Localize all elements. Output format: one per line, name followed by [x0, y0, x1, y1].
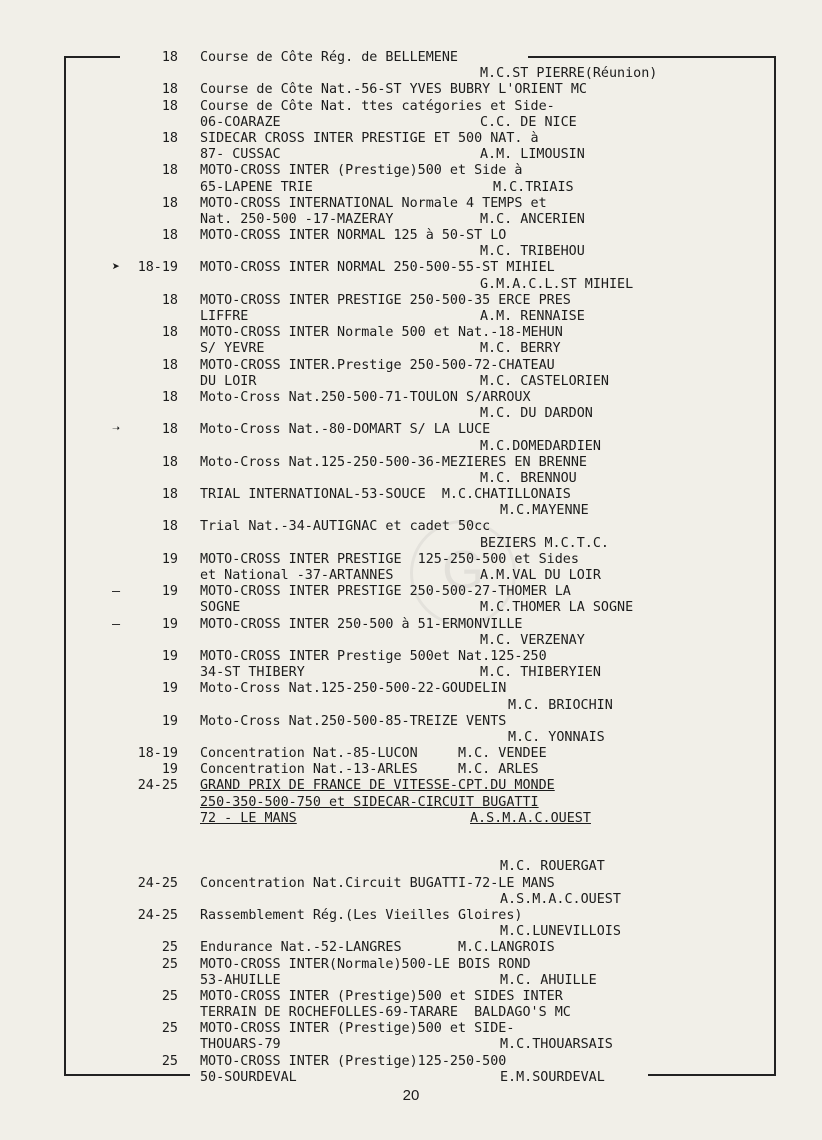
entry-title: MOTO-CROSS INTER PRESTIGE 250-500-35 ERCE PRES — [200, 292, 571, 308]
entry-line — [0, 714, 822, 730]
entry-date: 18 — [161, 82, 178, 98]
entry-line — [0, 180, 822, 196]
entry-date: 19 — [161, 616, 178, 632]
margin-mark: – — [112, 616, 121, 632]
entry-date: 18 — [161, 325, 178, 341]
entry-location: TERRAIN DE ROCHEFOLLES-69-TARARE BALDAGO'S MC — [200, 1005, 571, 1021]
entry-date: 18-19 — [137, 746, 178, 762]
entry-title: Moto-Cross Nat.250-500-71-TOULON S/ARROUX — [200, 389, 531, 405]
entry-line — [0, 989, 822, 1005]
entry-date: 25 — [161, 956, 178, 972]
entry-line — [0, 552, 822, 568]
entry-organizer: E.M.SOURDEVAL — [500, 1069, 605, 1085]
entry-title: MOTO-CROSS INTER 250-500 à 51-ERMONVILLE — [200, 616, 523, 632]
entry-date: 18 — [161, 130, 178, 146]
entry-title: Course de Côte Nat. ttes catégories et Side- — [200, 98, 555, 114]
entry-date: 19 — [161, 762, 178, 778]
entry-date: 24-25 — [137, 778, 178, 794]
entry-organizer: M.C. BRENNOU — [480, 470, 577, 486]
entry-title: Moto-Cross Nat.250-500-85-TREIZE VENTS — [200, 713, 507, 729]
entry-title: Trial Nat.-34-AUTIGNAC et cadet 50cc — [200, 519, 491, 535]
entry-title: MOTO-CROSS INTER (Prestige)500 et Side à — [200, 163, 523, 179]
entry-title: MOTO-CROSS INTER Prestige 500et Nat.125-250 — [200, 648, 547, 664]
entry-line — [0, 422, 822, 438]
entry-line — [0, 82, 822, 98]
entry-line — [0, 309, 822, 325]
entry-line — [0, 147, 822, 163]
entry-date: 18 — [161, 519, 178, 535]
gp-title: GRAND PRIX DE FRANCE DE VITESSE-CPT.DU MONDE — [200, 778, 555, 794]
margin-mark: – — [112, 584, 121, 600]
entry-title: TRIAL INTERNATIONAL-53-SOUCE M.C.CHATILLONAIS — [200, 487, 571, 503]
entry-organizer: A.M. LIMOUSIN — [480, 147, 585, 163]
entry-line — [0, 892, 822, 908]
entry-title: Endurance Nat.-52-LANGRES M.C.LANGROIS — [200, 940, 555, 956]
entry-line — [0, 358, 822, 374]
event-calendar-list — [0, 50, 822, 1086]
entry-date: 18 — [161, 389, 178, 405]
entry-line — [0, 795, 822, 811]
entry-location: Nat. 250-500 -17-MAZERAY — [200, 211, 394, 227]
entry-date: 19 — [161, 681, 178, 697]
entry-organizer: M.C. BRIOCHIN — [508, 697, 613, 713]
entry-organizer: A.S.M.A.C.OUEST — [500, 891, 621, 907]
entry-line — [0, 1054, 822, 1070]
entry-title: MOTO-CROSS INTER (Prestige)500 et SIDE- — [200, 1021, 515, 1037]
entry-line — [0, 827, 822, 859]
entry-line — [0, 940, 822, 956]
entry-organizer: M.C.LUNEVILLOIS — [500, 924, 621, 940]
entry-line — [0, 293, 822, 309]
entry-title: Course de Côte Nat.-56-ST YVES BUBRY L'ORIENT MC — [200, 82, 587, 98]
entry-organizer: M.C.MAYENNE — [500, 503, 589, 519]
entry-organizer: M.C. AHUILLE — [500, 972, 597, 988]
entry-line — [0, 50, 822, 66]
entry-title: Course de Côte Rég. de BELLEMENE — [200, 50, 458, 65]
entry-date: 18 — [161, 50, 178, 65]
entry-line — [0, 260, 822, 276]
entry-line — [0, 390, 822, 406]
entry-organizer: G.M.A.C.L.ST MIHIEL — [480, 276, 634, 292]
entry-line — [0, 633, 822, 649]
entry-date: 19 — [161, 648, 178, 664]
entry-title: Moto-Cross Nat.125-250-500-36-MEZIERES EN BRENNE — [200, 454, 587, 470]
entry-organizer: BEZIERS M.C.T.C. — [480, 535, 609, 551]
entry-title: MOTO-CROSS INTER(Normale)500-LE BOIS ROND — [200, 956, 531, 972]
entry-location: 87- CUSSAC — [200, 147, 281, 163]
entry-line — [0, 341, 822, 357]
entry-organizer: M.C. THIBERYIEN — [480, 665, 601, 681]
gp-classes: 250-350-500-750 et SIDECAR-CIRCUIT BUGATTI — [200, 794, 539, 810]
entry-organizer: M.C.THOMER LA SOGNE — [480, 600, 634, 616]
entry-organizer: M.C. VERZENAY — [480, 632, 585, 648]
gp-location: 72 - LE MANS — [200, 810, 297, 826]
entry-organizer: M.C.DOMEDARDIEN — [480, 438, 601, 454]
entry-location: LIFFRE — [200, 309, 249, 324]
entry-date: 18-19 — [137, 260, 178, 276]
entry-location: THOUARS-79 — [200, 1037, 281, 1053]
entry-location: SOGNE — [200, 600, 241, 616]
entry-organizer: M.C.TRIAIS — [493, 179, 574, 195]
entry-title: SIDECAR CROSS INTER PRESTIGE ET 500 NAT. à — [200, 130, 539, 146]
entry-date: 18 — [161, 195, 178, 211]
entry-organizer: M.C. BERRY — [480, 341, 561, 357]
page-number: 20 — [402, 1087, 420, 1104]
entry-title: Concentration Nat.-85-LUCON M.C. VENDEE — [200, 746, 547, 762]
entry-location: DU LOIR — [200, 373, 257, 389]
entry-location: S/ YEVRE — [200, 341, 265, 357]
entry-line — [0, 617, 822, 633]
entry-title: MOTO-CROSS INTER Normale 500 et Nat.-18-MEHUN — [200, 325, 563, 341]
entry-date: 18 — [161, 163, 178, 179]
entry-organizer: M.C. TRIBEHOU — [480, 244, 585, 260]
entry-line — [0, 536, 822, 552]
entry-organizer: C.C. DE NICE — [480, 114, 577, 130]
entry-organizer: M.C. YONNAIS — [508, 729, 605, 745]
entry-organizer: A.M.VAL DU LOIR — [480, 568, 601, 583]
watermark-stamp: G — [410, 520, 516, 626]
entry-line — [0, 196, 822, 212]
entry-line — [0, 212, 822, 228]
entry-line — [0, 439, 822, 455]
entry-line — [0, 115, 822, 131]
entry-line — [0, 908, 822, 924]
entry-line — [0, 746, 822, 762]
entry-line — [0, 1037, 822, 1053]
entry-date: 25 — [161, 940, 178, 956]
entry-line — [0, 649, 822, 665]
entry-line — [0, 455, 822, 471]
entry-title: MOTO-CROSS INTER NORMAL 250-500-55-ST MIHIEL — [200, 260, 555, 276]
entry-line — [0, 859, 822, 875]
entry-date: 18 — [161, 357, 178, 373]
entry-location: 53-AHUILLE — [200, 972, 281, 988]
entry-title: Concentration Nat.Circuit BUGATTI-72-LE MANS — [200, 875, 555, 891]
entry-line — [0, 681, 822, 697]
entry-line — [0, 519, 822, 535]
entry-title: Moto-Cross Nat.-80-DOMART S/ LA LUCE — [200, 422, 491, 438]
entry-date: 18 — [161, 292, 178, 308]
entry-date: 18 — [161, 487, 178, 503]
entry-organizer: M.C. ANCERIEN — [480, 211, 585, 227]
entry-title: MOTO-CROSS INTER PRESTIGE 125-250-500 et Sides — [200, 551, 579, 567]
entry-title: MOTO-CROSS INTER (Prestige)500 et SIDES INTER — [200, 988, 563, 1004]
entry-organizer: A.M. RENNAISE — [480, 309, 585, 324]
entry-line — [0, 778, 822, 794]
entry-line — [0, 471, 822, 487]
entry-line — [0, 131, 822, 147]
entry-line — [0, 228, 822, 244]
entry-line — [0, 762, 822, 778]
entry-date: 18 — [161, 98, 178, 114]
entry-line — [0, 1070, 822, 1086]
entry-location: 06-COARAZE — [200, 114, 281, 130]
entry-line — [0, 1005, 822, 1021]
entry-date: 18 — [161, 228, 178, 244]
entry-location: et National -37-ARTANNES — [200, 568, 394, 583]
entry-title: MOTO-CROSS INTER PRESTIGE 250-500-27-THOMER LA — [200, 584, 571, 600]
entry-location: 34-ST THIBERY — [200, 665, 305, 681]
entry-line — [0, 244, 822, 260]
entry-line — [0, 665, 822, 681]
entry-date: 25 — [161, 1021, 178, 1037]
entry-title: MOTO-CROSS INTERNATIONAL Normale 4 TEMPS et — [200, 195, 547, 211]
entry-location: 65-LAPENE TRIE — [200, 179, 313, 195]
entry-date: 19 — [161, 584, 178, 600]
entry-title: Rassemblement Rég.(Les Vieilles Gloires) — [200, 907, 523, 923]
entry-date: 19 — [161, 713, 178, 729]
entry-organizer: M.C.THOUARSAIS — [500, 1037, 613, 1053]
entry-organizer: M.C. ROUERGAT — [500, 859, 605, 875]
entry-date: 25 — [161, 1053, 178, 1069]
entry-line — [0, 163, 822, 179]
entry-date: 18 — [161, 422, 178, 438]
entry-line — [0, 325, 822, 341]
entry-title: MOTO-CROSS INTER NORMAL 125 à 50-ST LO — [200, 228, 507, 244]
margin-mark: ➝ — [112, 422, 121, 438]
entry-line — [0, 876, 822, 892]
entry-line — [0, 600, 822, 616]
entry-line — [0, 924, 822, 940]
entry-location: 50-SOURDEVAL — [200, 1069, 297, 1085]
entry-line — [0, 568, 822, 584]
entry-line — [0, 698, 822, 714]
entry-date: 24-25 — [137, 875, 178, 891]
entry-line — [0, 99, 822, 115]
entry-line — [0, 1021, 822, 1037]
entry-line — [0, 957, 822, 973]
gp-organizer: A.S.M.A.C.OUEST — [470, 810, 591, 826]
entry-organizer: M.C. DU DARDON — [480, 406, 593, 422]
entry-title: Concentration Nat.-13-ARLES M.C. ARLES — [200, 762, 539, 778]
entry-line — [0, 584, 822, 600]
entry-line — [0, 406, 822, 422]
entry-title: MOTO-CROSS INTER.Prestige 250-500-72-CHATEAU — [200, 357, 555, 373]
margin-mark: ➤ — [112, 260, 121, 276]
entry-date: 19 — [161, 551, 178, 567]
entry-date: 24-25 — [137, 907, 178, 923]
entry-line — [0, 811, 822, 827]
entry-date: 25 — [161, 988, 178, 1004]
entry-title: MOTO-CROSS INTER (Prestige)125-250-500 — [200, 1053, 507, 1069]
entry-line — [0, 730, 822, 746]
entry-date: 18 — [161, 454, 178, 470]
entry-line — [0, 503, 822, 519]
entry-line — [0, 487, 822, 503]
entry-line — [0, 66, 822, 82]
entry-line — [0, 973, 822, 989]
entry-organizer: M.C. CASTELORIEN — [480, 373, 609, 389]
entry-line — [0, 374, 822, 390]
entry-organizer: M.C.ST PIERRE(Réunion) — [480, 66, 658, 82]
entry-line — [0, 277, 822, 293]
entry-title: Moto-Cross Nat.125-250-500-22-GOUDELIN — [200, 681, 507, 697]
